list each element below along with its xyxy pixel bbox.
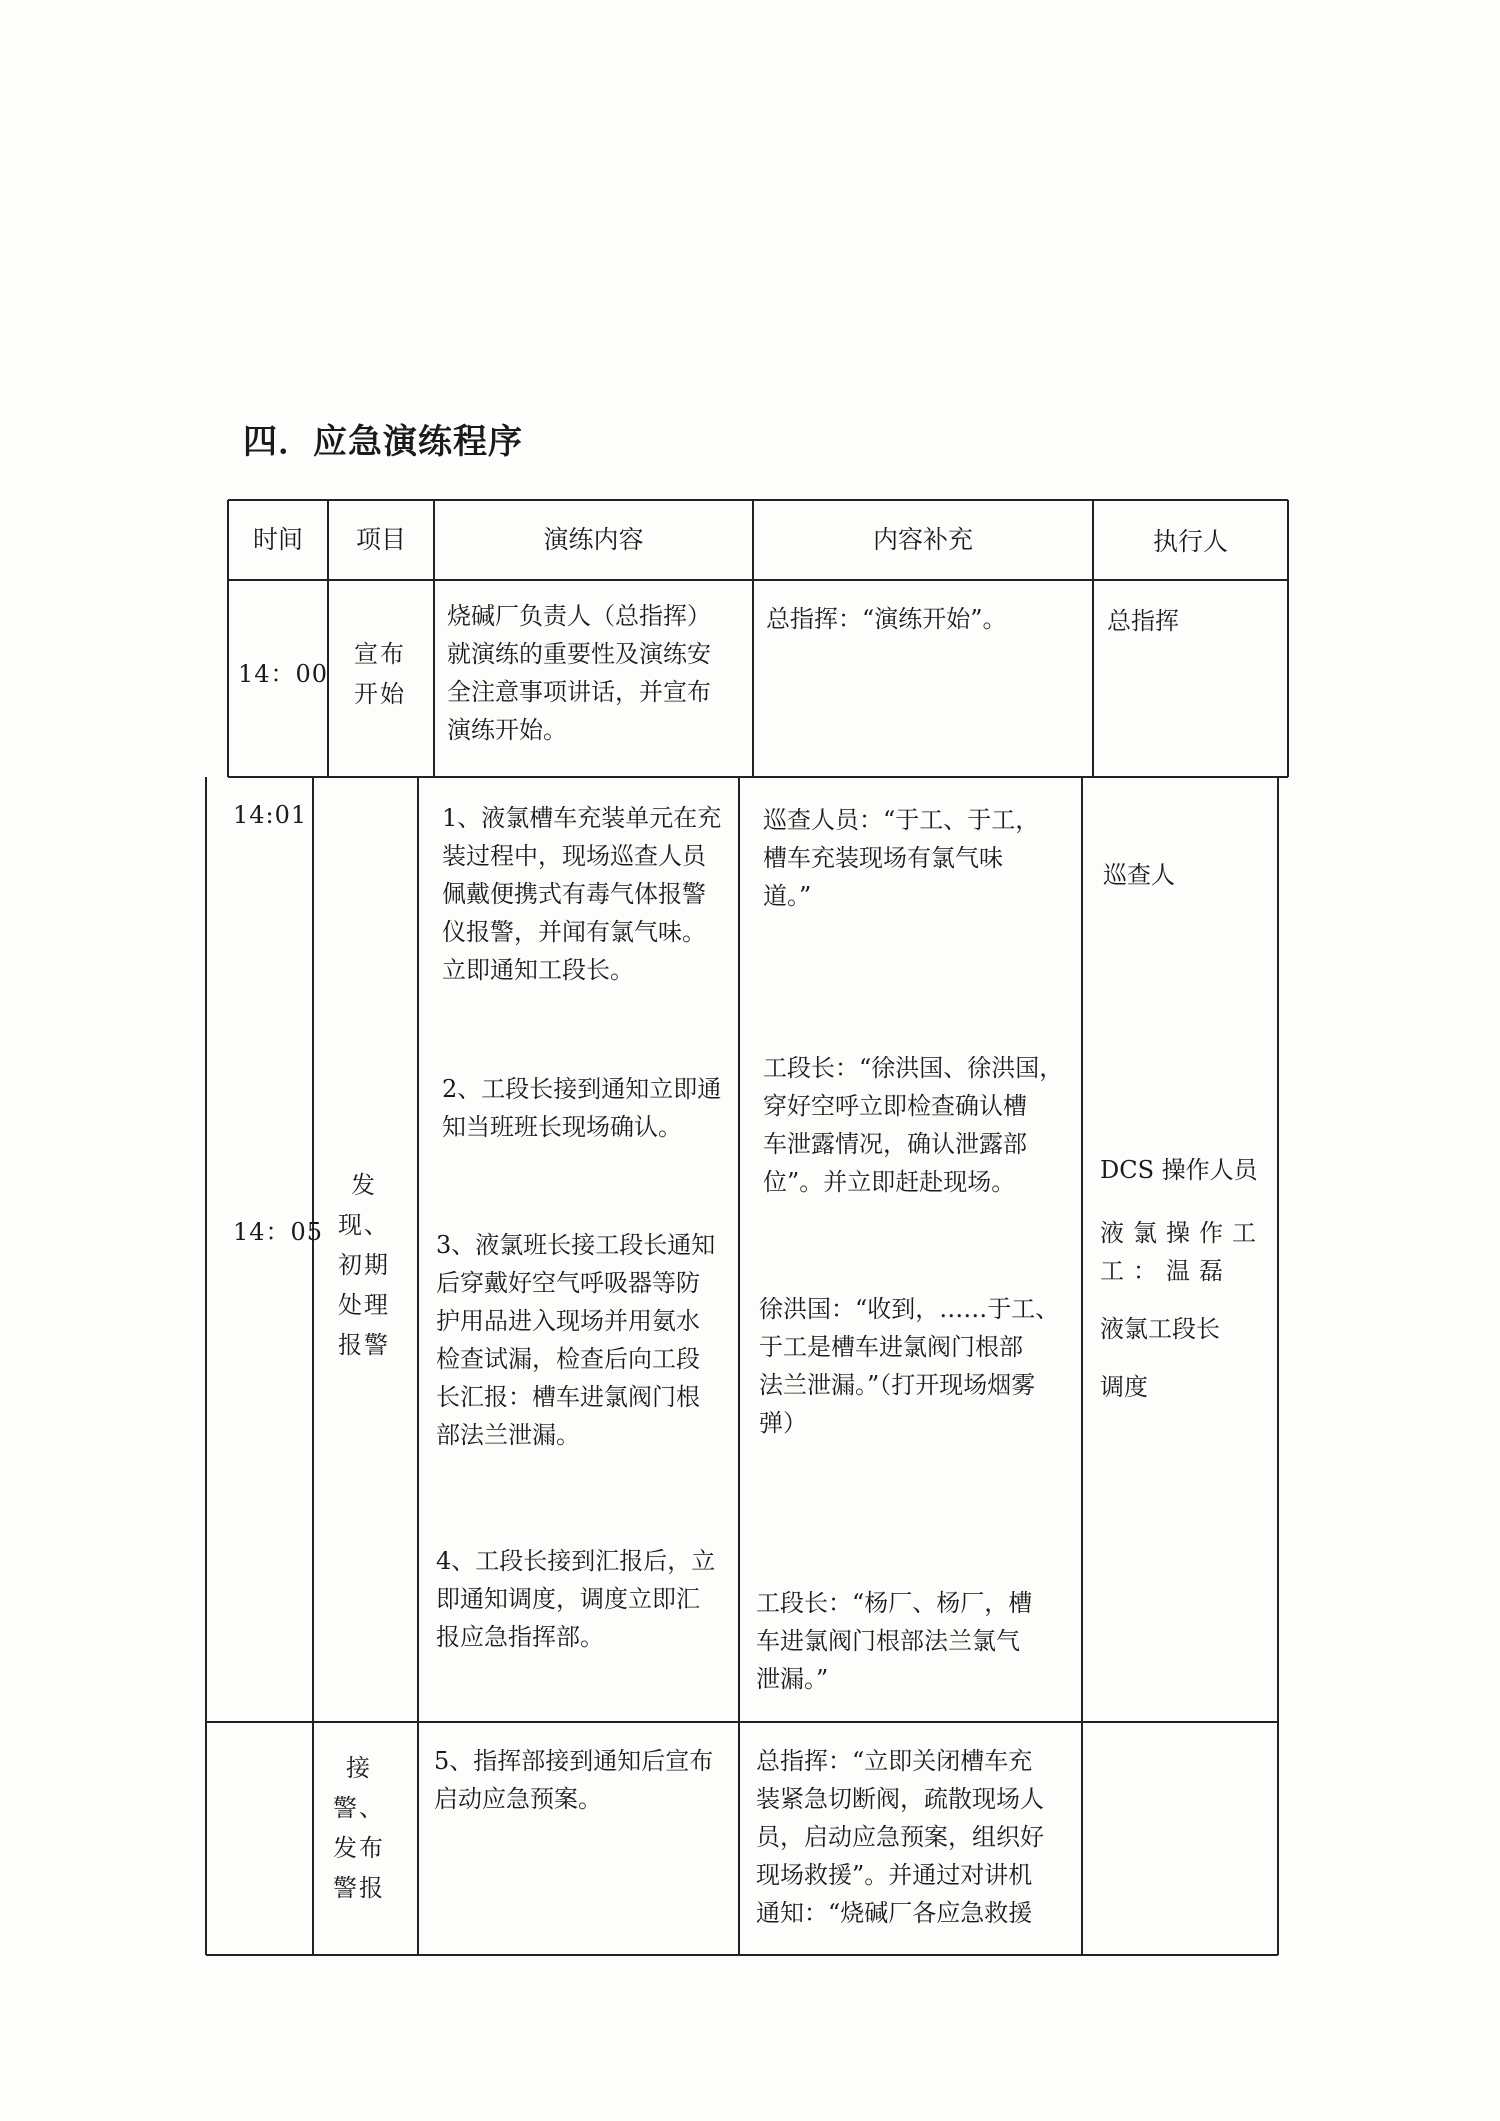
row2-executor-3: 液氯操作工 工：温磊 <box>1100 1219 1265 1285</box>
row2-supplement-4: 工段长：“杨厂、杨厂，槽 车进氯阀门根部法兰氯气 泄漏。” <box>756 1589 1033 1693</box>
row2-step-3: 3、液氯班长接工段长通知 后穿戴好空气呼吸器等防 护用品进入现场并用氨水 检查试漏，检查后向工段 长汇报：槽车进氯阀门根 部法兰泄漏。 <box>436 1231 716 1449</box>
header-time: 时间 <box>252 525 303 554</box>
row2-executor-4: 液氯工段长 <box>1100 1315 1220 1343</box>
row2-step-1: 1、液氯槽车充装单元在充 装过程中，现场巡查人员 佩戴便携式有毒气体报警 仪报警，并闻有氯气味。 立即通知工段长。 <box>442 804 722 984</box>
row2-supplement-3: 徐洪国：“收到，……于工、 于工是槽车进氯阀门根部 法兰泄漏。”（打开现场烟雾 弹） <box>759 1295 1060 1437</box>
row3-content: 5、指挥部接到通知后宣布 启动应急预案。 <box>434 1747 714 1813</box>
header-item: 项目 <box>355 525 406 554</box>
header-supplement: 内容补充 <box>872 525 973 554</box>
row3-supplement: 总指挥：“立即关闭槽车充 装紧急切断阀，疏散现场人 员，启动应急预案，组织好 现场救援”。并通过对讲机 通知：“烧碱厂各应急救援 <box>756 1747 1044 1927</box>
row1-time: 14：00 <box>238 660 329 688</box>
row2-supplement-2: 工段长：“徐洪国、徐洪国， 穿好空呼立即检查确认槽 车泄露情况，确认泄露部 位”。并立即赶赴现场。 <box>763 1054 1064 1196</box>
row2-executor-5: 调度 <box>1100 1373 1148 1401</box>
row2-time-start: 14:01 <box>233 801 308 829</box>
row1-supplement: 总指挥：“演练开始”。 <box>766 605 1007 633</box>
section-heading: 四．应急演练程序 <box>243 422 523 462</box>
header-executor: 执行人 <box>1152 527 1228 556</box>
row1-item: 宣布 开始 <box>354 640 406 708</box>
row2-executor-2: DCS 操作人员 <box>1100 1156 1258 1184</box>
row2-step-2: 2、工段长接到通知立即通 知当班班长现场确认。 <box>442 1075 722 1141</box>
row2-supplement-1: 巡查人员：“于工、于工， 槽车充装现场有氯气味 道。” <box>763 806 1040 910</box>
row2-time-end: 14：05 <box>233 1218 324 1246</box>
row1-content: 烧碱厂负责人（总指挥） 就演练的重要性及演练安 全注意事项讲话，并宣布 演练开始。 <box>447 602 711 744</box>
row2-item: 发现、 初期 处理 报警 <box>338 1171 390 1359</box>
row3-item: 接警、 发布 警报 <box>333 1754 385 1902</box>
row1-executor: 总指挥 <box>1107 607 1179 635</box>
row2-step-4: 4、工段长接到汇报后，立 即通知调度，调度立即汇 报应急指挥部。 <box>436 1547 716 1651</box>
row2-executor-1: 巡查人 <box>1103 861 1175 889</box>
header-content: 演练内容 <box>543 525 644 554</box>
